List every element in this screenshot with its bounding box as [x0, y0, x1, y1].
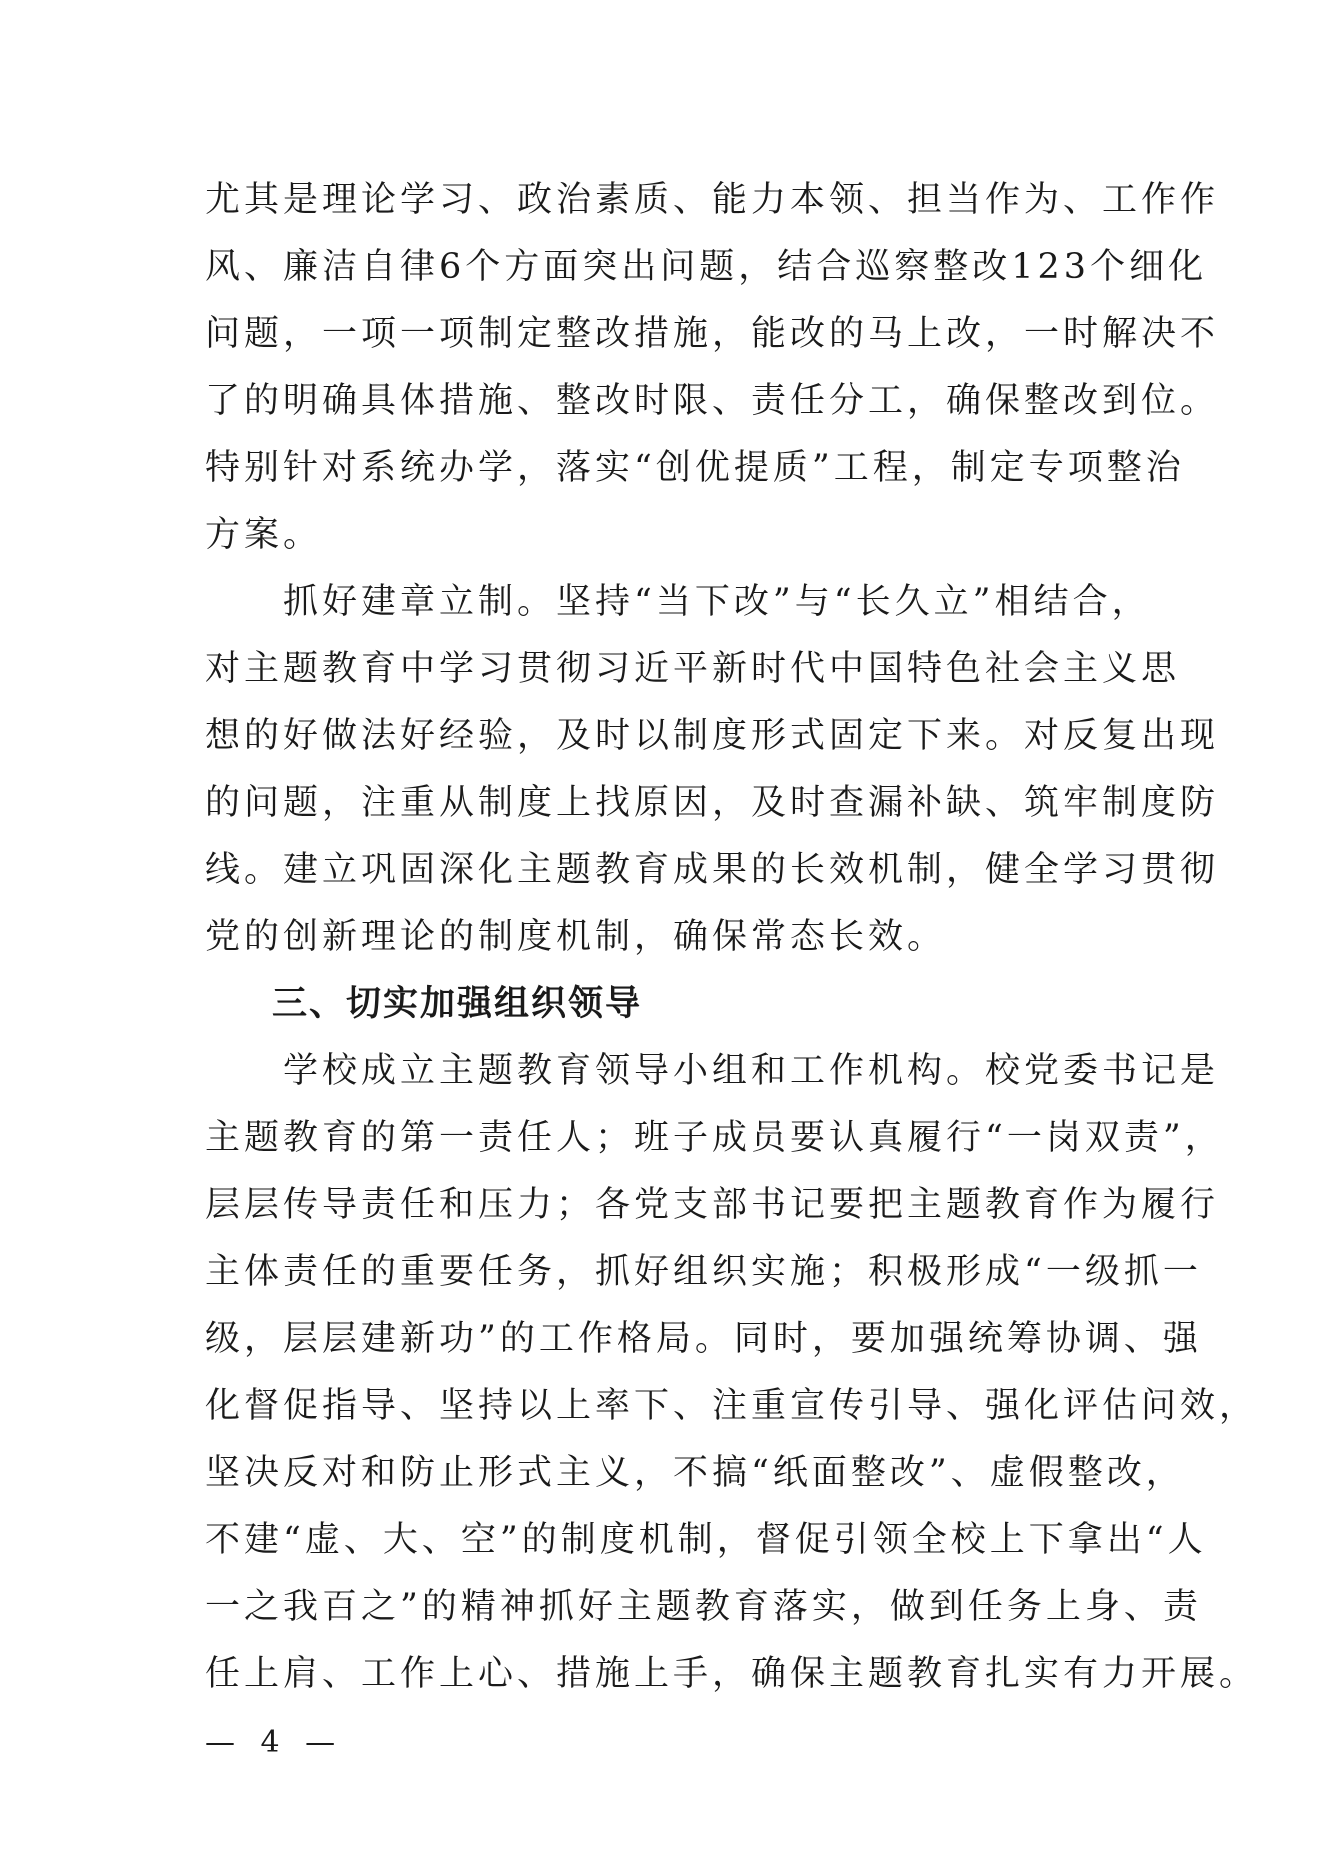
paragraph-3-line-3: 层层传导责任和压力；各党支部书记要把主题教育作为履行	[205, 1185, 1220, 1225]
paragraph-3-line-8: 不建“虚、大、空”的制度机制，督促引领全校上下拿出“人	[205, 1520, 1207, 1560]
paragraph-2-line-4: 的问题，注重从制度上找原因，及时查漏补缺、筑牢制度防	[205, 783, 1220, 823]
paragraph-3-line-1: 学校成立主题教育领导小组和工作机构。校党委书记是	[283, 1051, 1220, 1091]
paragraph-2-line-5: 线。建立巩固深化主题教育成果的长效机制，健全学习贯彻	[205, 850, 1220, 890]
paragraph-1-line-2: 风、廉洁自律6个方面突出问题，结合巡察整改123个细化	[205, 247, 1208, 287]
paragraph-3-line-7: 坚决反对和防止形式主义，不搞“纸面整改”、虚假整改，	[205, 1453, 1185, 1493]
paragraph-2-line-1: 抓好建章立制。坚持“当下改”与“长久立”相结合，	[283, 582, 1151, 622]
paragraph-1-line-3: 问题，一项一项制定整改措施，能改的马上改，一时解决不	[205, 314, 1220, 354]
paragraph-1-line-5: 特别针对系统办学，落实“创优提质”工程，制定专项整治	[205, 448, 1185, 488]
paragraph-1-line-1: 尤其是理论学习、政治素质、能力本领、担当作为、工作作	[205, 180, 1220, 220]
paragraph-3-line-2: 主题教育的第一责任人；班子成员要认真履行“一岗双责”，	[205, 1118, 1224, 1158]
paragraph-2-line-2: 对主题教育中学习贯彻习近平新时代中国特色社会主义思	[205, 649, 1181, 689]
page-number: — 4 —	[205, 1725, 344, 1760]
paragraph-2-line-6: 党的创新理论的制度机制，确保常态长效。	[205, 917, 947, 957]
section-heading: 三、切实加强组织领导	[272, 984, 643, 1024]
paragraph-1-line-6: 方案。	[205, 515, 323, 555]
paragraph-3-line-4: 主体责任的重要任务，抓好组织实施；积极形成“一级抓一	[205, 1252, 1202, 1292]
paragraph-2-line-3: 想的好做法好经验，及时以制度形式固定下来。对反复出现	[205, 716, 1220, 756]
paragraph-3-line-6: 化督促指导、坚持以上率下、注重宣传引导、强化评估问效，	[205, 1386, 1259, 1426]
paragraph-1-line-4: 了的明确具体措施、整改时限、责任分工，确保整改到位。	[205, 381, 1220, 421]
paragraph-3-line-5: 级，层层建新功”的工作格局。同时，要加强统筹协调、强	[205, 1319, 1202, 1359]
paragraph-3-line-9: 一之我百之”的精神抓好主题教育落实，做到任务上身、责	[205, 1587, 1202, 1627]
paragraph-3-line-10: 任上肩、工作上心、措施上手，确保主题教育扎实有力开展。	[205, 1654, 1259, 1694]
